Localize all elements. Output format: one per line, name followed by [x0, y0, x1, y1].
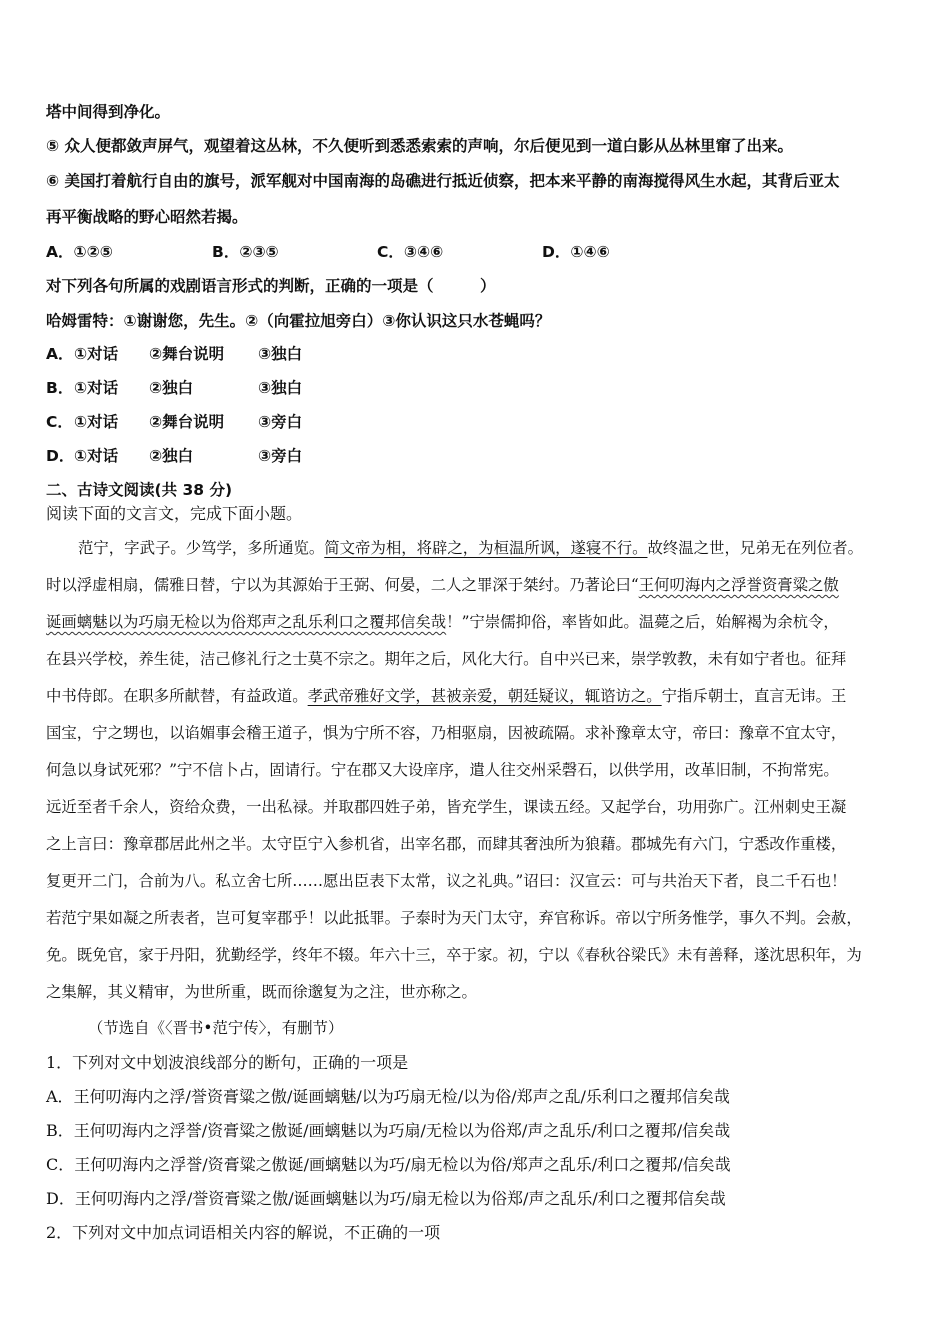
section-instruction: 阅读下面的文言文，完成下面小题。: [46, 504, 303, 523]
passage-line-7: 何急以身试死邪？”宁不信卜占，固请行。宁在郡又大设庠序，遣人往交州采磬石，以供学用，改革旧制，不拘常宪。: [46, 761, 839, 779]
option-letter: B．: [46, 379, 74, 397]
passage-line-5: [46, 685, 908, 707]
q1-option-a[interactable]: A．王何叨海内之浮/誉资膏粱之傲/诞画螭魅/以为巧扇无检/以为俗/郑声之乱/乐利口之覆邦信矣哉: [46, 1087, 730, 1106]
option-part-2: ②舞台说明: [149, 345, 225, 363]
option-part-1: ①对话: [74, 345, 119, 363]
q1-option-b[interactable]: B．王何叨海内之浮誉/资膏粱之傲诞/画螭魅以为巧扇/无检以为俗郑/声之乱乐/利口之覆邦/信矣哉: [46, 1121, 731, 1140]
section-title: 二、古诗文阅读(共 38 分): [46, 481, 233, 499]
drama-option-d[interactable]: [46, 445, 446, 467]
q1-option-d[interactable]: D．王何叨海内之浮/誉资膏粱之傲/诞画螭魅以为巧/扇无检以为俗郑/声之乱乐/利口之覆邦信矣哉: [46, 1189, 726, 1208]
q1-option-c[interactable]: C．王何叨海内之浮誉/资膏粱之傲诞/画螭魅以为巧/扇无检以为俗/郑声之乱乐/利口之覆邦/信矣哉: [46, 1155, 731, 1174]
option-part-3: ③旁白: [258, 447, 303, 465]
q2-stem: 2．下列对文中加点词语相关内容的解说，不正确的一项: [46, 1223, 441, 1242]
passage-line-12: 免。既免官，家于丹阳，犹勤经学，终年不辍。年六十三，卒于家。初，宁以《春秋谷梁氏》未有善释，遂沈思积年，为: [46, 946, 862, 964]
wavy-underlined-text: 诞画螭魅以为巧扇无检以为俗郑声之乱乐利口之覆邦信矣哉: [46, 613, 447, 631]
item-6-line-1: ⑥ 美国打着航行自由的旗号，派军舰对中国南海的岛礁进行抵近侦察，把本来平静的南海搅得风生水起，其背后亚太: [46, 172, 840, 190]
drama-option-b[interactable]: [46, 377, 446, 399]
drama-option-c[interactable]: [46, 411, 446, 433]
q1-stem: 1．下列对文中划波浪线部分的断句，正确的一项是: [46, 1053, 409, 1072]
option-part-3: ③旁白: [258, 413, 303, 431]
passage-line-11: 若范宁果如凝之所表者，岂可复宰郡乎！以此抵罪。子泰时为天门太守，弃官称诉。帝以宁所务惟学，事久不判。会赦，: [46, 909, 862, 927]
passage-line-13: 之集解，其义精审，为世所重，既而徐邈复为之注，世亦称之。: [46, 983, 477, 1001]
text: 范宁，字武子。少笃学，多所通览。: [78, 539, 325, 557]
drama-quote: 哈姆雷特：①谢谢您，先生。②（向霍拉旭旁白）③你认识这只水苍蝇吗？: [46, 312, 551, 330]
option-part-2: ②独白: [149, 379, 194, 397]
passage-line-8: 远近至者千余人，资给众费，一出私禄。并取郡四姓子弟，皆充学生，课读五经。又起学台，功用弥广。江州刺史王凝: [46, 798, 847, 816]
passage-line-1: [46, 537, 908, 559]
option-b[interactable]: B．②③⑤: [212, 243, 279, 261]
passage-line-9: 之上言曰：豫章郡居此州之半。太守臣宁入参机省，出宰名郡，而肆其奢浊所为狼藉。郡城先有六门，宁悉改作重楼，: [46, 835, 847, 853]
option-part-2: ②独白: [149, 447, 194, 465]
passage-line-4: 在县兴学校，养生徒，洁己修礼行之士莫不宗之。期年之后，风化大行。自中兴已来，崇学敦教，未有如宁者也。征拜: [46, 650, 847, 668]
option-part-3: ③独白: [258, 379, 303, 397]
option-letter: C．: [46, 413, 73, 431]
option-part-1: ①对话: [74, 379, 119, 397]
passage-line-3: [46, 611, 908, 633]
underlined-sentence-2: 孝武帝雅好文学，甚被亲爱，朝廷疑议，辄谘访之。: [307, 687, 662, 705]
text: 宁指斥朝士，直言无讳。王: [661, 687, 847, 705]
item-continuation: 塔中间得到净化。: [46, 103, 171, 121]
text: ！”宁崇儒抑俗，率皆如此。温薨之后，始解褐为余杭令，: [446, 613, 839, 631]
option-c[interactable]: C．③④⑥: [377, 243, 444, 261]
drama-option-a[interactable]: [46, 343, 446, 365]
option-letter: A．: [46, 345, 74, 363]
wavy-underlined-text: 王何叨海内之浮誉资膏粱之傲: [638, 576, 839, 594]
options-row-top: [46, 241, 646, 263]
option-part-3: ③独白: [258, 345, 303, 363]
option-part-1: ①对话: [74, 413, 119, 431]
passage-line-6: 国宝，宁之甥也，以谄媚事会稽王道子，惧为宁所不容，乃相驱扇，因被疏隔。求补豫章太守，帝曰：豫章不宜太守，: [46, 724, 847, 742]
option-a[interactable]: A．①②⑤: [46, 243, 113, 261]
underlined-sentence-1: 简文帝为相，将辟之，为桓温所讽，遂寝不行。: [324, 539, 648, 557]
text: 时以浮虚相扇，儒雅日替，宁以为其源始于王弼、何晏，二人之罪深于桀纣。乃著论曰“: [46, 576, 639, 594]
text: 故终温之世，兄弟无在列位者。: [647, 539, 863, 557]
passage-line-2: [46, 574, 908, 596]
option-part-1: ①对话: [74, 447, 119, 465]
option-d[interactable]: D．①④⑥: [542, 243, 610, 261]
passage-line-10: 复更开二门，合前为八。私立舍七所……愿出臣表下太常，议之礼典。”诏曰：汉宣云：可与共治天下者，良二千石也！: [46, 872, 847, 890]
item-5: ⑤ 众人便都敛声屏气，观望着这丛林，不久便听到悉悉索索的声响，尔后便见到一道白影从丛林里窜了出来。: [46, 137, 794, 155]
text: 中书侍郎。在职多所献替，有益政道。: [46, 687, 308, 705]
option-letter: D．: [46, 447, 75, 465]
drama-question-stem: 对下列各句所属的戏剧语言形式的判断，正确的一项是（ ）: [46, 277, 496, 295]
passage-source: （节选自《〈晋书•范宁传〉，有删节）: [88, 1019, 344, 1037]
item-6-line-2: 再平衡战略的野心昭然若揭。: [46, 208, 248, 226]
option-part-2: ②舞台说明: [149, 413, 225, 431]
